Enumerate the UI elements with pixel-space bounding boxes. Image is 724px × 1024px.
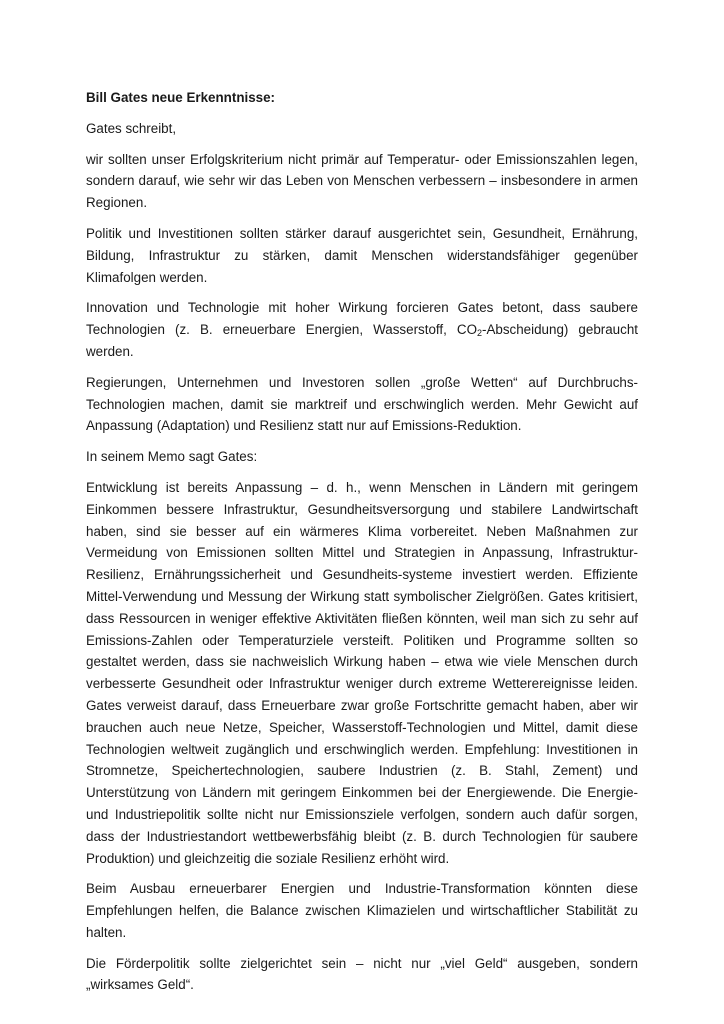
- paragraph: Die Förderpolitik sollte zielgerichtet sein – nicht nur „viel Geld“ ausgeben, sondern „wirksames Geld“.: [86, 955, 638, 993]
- paragraph: Entwicklung ist bereits Anpassung – d. h., wenn Menschen in Ländern mit geringem Einkommen bessere Infrastruktur, Gesundheitsversorgung und stabilere Landwirtschaft haben, sind sie besser auf ein wärmeres Klima vorbereitet. Neben Maßnahmen zur Vermeidung von Emissionen sollten Mittel und Strategien in Anpassung, Infrastruktur-Resilienz, Ernährungssicherheit und Gesundheits-systeme investiert werden. Effiziente Mittel-Verwendung und Messung der Wirkung statt symbolischer Zielgrößen. Gates kritisiert, dass Ressourcen in weniger effektive Aktivitäten fließen könnten, weil man sich zu sehr auf Emissions-Zahlen oder Temperaturziele versteift. Politiken und Programme sollten so gestaltet werden, dass sie nachweislich Wirkung haben – etwa wie viele Menschen durch verbesserte Gesundheit oder Infrastruktur weniger durch extreme Wetterereignisse leiden. Gates verweist darauf, dass Erneuerbare zwar große Fortschritte gemacht haben, aber wir brauchen auch neue Netze, Speicher, Wasserstoff-Technologien und Mittel, damit diese Technologien weltweit zugänglich und erschwinglich werden. Empfehlung: Investitionen in Stromnetze, Speichertechnologien, saubere Industrien (z. B. Stahl, Zement) und Unterstützung von Ländern mit geringem Einkommen bei der Energiewende. Die Energie- und Industriepolitik sollte nicht nur Emissionsziele verfolgen, sondern auch dafür sorgen, dass der Industriestandort wettbewerbsfähig bleibt (z. B. durch Technologien für saubere Produktion) und gleichzeitig die soziale Resilienz erhöht wird.: [86, 479, 638, 866]
- paragraph: Beim Ausbau erneuerbarer Energien und Industrie-Transformation könnten diese Empfehlungen helfen, die Balance zwischen Klimazielen und wirtschaftlicher Stabilität zu halten.: [86, 881, 638, 940]
- paragraph: Regierungen, Unternehmen und Investoren sollen „große Wetten“ auf Durchbruchs-Technologien machen, damit sie marktreif und erschwinglich werden. Mehr Gewicht auf Anpassung (Adaptation) und Resilienz statt nur auf Emissions-Reduktion.: [86, 374, 638, 434]
- paragraph-text: Innovation und Technologie mit hoher Wirkung forcieren Gates betont, dass saubere Technologien (z. B. erneuerbare Energien, Wasserstoff, CO: [86, 300, 638, 338]
- paragraph-text: -Abscheidung) gebraucht werden.: [86, 322, 638, 359]
- subscript: 2: [476, 328, 482, 339]
- document-title: Bill Gates neue Erkenntnisse:: [86, 90, 276, 105]
- paragraph-innovation: [86, 297, 638, 362]
- paragraph: In seinem Memo sagt Gates:: [86, 449, 258, 465]
- document-body: [86, 87, 638, 1005]
- paragraph: wir sollten unser Erfolgskriterium nicht primär auf Temperatur- oder Emissionszahlen legen, sondern darauf, wie sehr wir das Leben von Menschen verbessern – insbesondere in armen Regionen.: [86, 151, 638, 211]
- paragraph: Gates schreibt,: [86, 120, 177, 136]
- paragraph: Politik und Investitionen sollten stärker darauf ausgerichtet sein, Gesundheit, Ernährung, Bildung, Infrastruktur zu stärken, damit Menschen widerstandsfähiger gegenüber Klimafolgen werden.: [86, 225, 638, 285]
